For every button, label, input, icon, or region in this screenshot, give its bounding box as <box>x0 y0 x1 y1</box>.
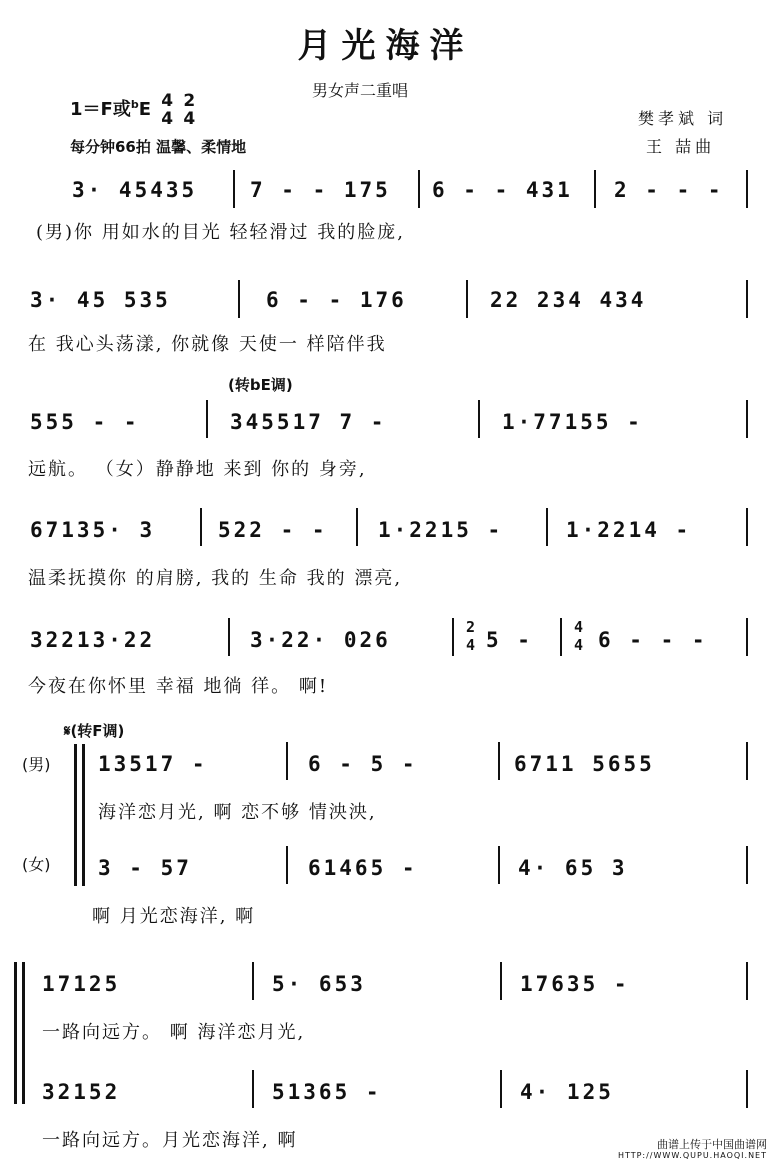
segno-key-change-f: 𝄋(转F调) <box>64 722 125 740</box>
row4-measure1: 67135· 3 <box>30 518 156 542</box>
male-lyrics-2: 一路向远方。 啊 海洋恋月光, <box>42 1022 306 1043</box>
female-measure3: 4· 65 3 <box>518 856 628 880</box>
key-letter: E <box>138 99 151 120</box>
row5-meter-b: 4 4 <box>574 618 587 654</box>
row3-lyrics: 远航。 （女）静静地 来到 你的 身旁, <box>28 459 367 480</box>
row2-measure3: 22 234 434 <box>490 288 647 312</box>
row3-measure2: 345517 7 - <box>230 410 387 434</box>
male-measure4: 17125 <box>42 972 121 996</box>
footer-url: HTTP://WWW.QUPU.HAOQI.NET <box>617 1151 767 1160</box>
female-measure2: 61465 - <box>308 856 418 880</box>
female-lyrics-2: 一路向远方。月光恋海洋, 啊 <box>42 1130 298 1151</box>
male-measure3: 6711 5655 <box>514 752 655 776</box>
row5-measure4: 6 - - - <box>598 628 708 652</box>
male-lyrics: 海洋恋月光, 啊 恋不够 情泱泱, <box>98 802 377 823</box>
row1-measure1: 3· 45435 <box>72 178 198 202</box>
female-part-label: (女) <box>22 855 51 874</box>
row4-measure4: 1·2214 - <box>566 518 692 542</box>
tempo-marking: 每分钟66拍 温馨、柔情地 <box>70 138 247 156</box>
row5-measure3: 5 - <box>486 628 533 652</box>
row2-measure2: 6 - - 176 <box>266 288 407 312</box>
male-measure6: 17635 - <box>520 972 630 996</box>
row4-lyrics: 温柔抚摸你 的肩膀, 我的 生命 我的 漂亮, <box>28 568 403 589</box>
row1-measure3: 6 - - 431 <box>432 178 573 202</box>
male-measure5: 5· 653 <box>272 972 366 996</box>
row5-measure1: 32213·22 <box>30 628 156 652</box>
male-measure2: 6 - 5 - <box>308 752 418 776</box>
male-measure1: 13517 - <box>98 752 208 776</box>
song-subtitle: 男女声二重唱 <box>312 81 409 100</box>
row3-measure3: 1·77155 - <box>502 410 643 434</box>
meter-2: 2 4 <box>183 91 196 129</box>
song-title: 月光海洋 <box>297 26 474 66</box>
footer-watermark: 曲谱上传于中国曲谱网 <box>657 1138 767 1151</box>
female-measure5: 51365 - <box>272 1080 382 1104</box>
row1-measure2: 7 - - 175 <box>250 178 391 202</box>
female-lyrics: 啊 月光恋海洋, 啊 <box>92 906 256 927</box>
row4-measure2: 522 - - <box>218 518 328 542</box>
key-prefix: 1＝F或 <box>70 99 131 120</box>
row2-lyrics: 在 我心头荡漾, 你就像 天使一 样陪伴我 <box>28 334 387 355</box>
key-change-eb: (转bE调) <box>228 376 293 394</box>
meter-1: 4 4 <box>161 91 174 129</box>
row3-measure1: 555 - - <box>30 410 140 434</box>
row5-meter-a: 2 4 <box>466 618 479 654</box>
row5-lyrics: 今夜在你怀里 幸福 地徜 徉。 啊! <box>28 676 329 697</box>
male-part-label: (男) <box>22 755 51 774</box>
composer: 王 喆曲 <box>646 137 716 156</box>
row1-lyrics: (男)你 用如水的目光 轻轻滑过 我的脸庞, <box>36 222 405 243</box>
row5-measure2: 3·22· 026 <box>250 628 391 652</box>
flat-sign: b <box>130 98 139 111</box>
key-signature <box>70 92 195 128</box>
row1-measure4: 2 - - - <box>614 178 724 202</box>
female-measure1: 3 - 57 <box>98 856 192 880</box>
row4-measure3: 1·2215 - <box>378 518 504 542</box>
lyricist: 樊孝斌 词 <box>638 109 728 128</box>
female-measure4: 32152 <box>42 1080 121 1104</box>
female-measure6: 4· 125 <box>520 1080 614 1104</box>
row2-measure1: 3· 45 535 <box>30 288 171 312</box>
